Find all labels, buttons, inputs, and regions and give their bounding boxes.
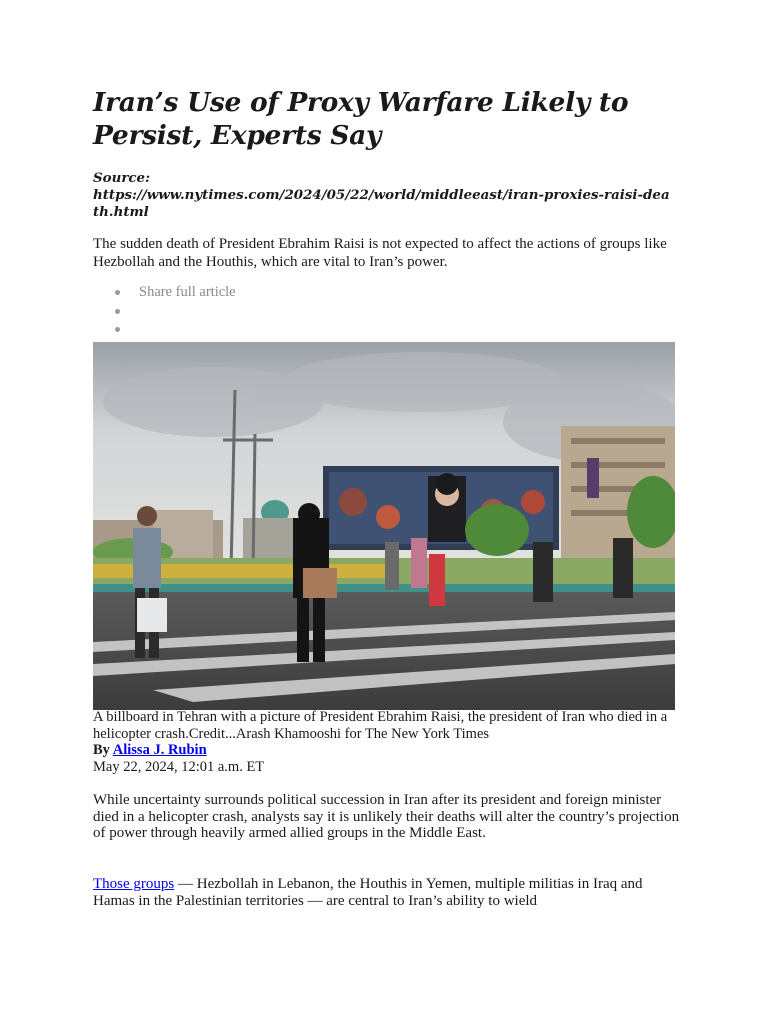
share-list: [93, 283, 675, 339]
publish-date: May 22, 2024, 12:01 a.m. ET: [93, 759, 265, 775]
those-groups-link[interactable]: Those groups: [93, 876, 175, 892]
author-link[interactable]: Alissa J. Rubin: [112, 742, 207, 758]
article: [93, 86, 680, 909]
curb: [93, 584, 675, 592]
article-paragraph: While uncertainty surrounds political succession in Iran after its president and foreign minister died in a helicopter crash, analysts say it is unlikely their deaths will alter the country’s projection of power through heavily armed allied groups in the Middle East.: [93, 792, 680, 842]
byline: [93, 742, 207, 758]
share-item[interactable]: [115, 320, 675, 339]
source-label: Source:: [93, 170, 151, 186]
tehran-street-photo: [93, 342, 675, 710]
share-item[interactable]: [115, 283, 675, 302]
paragraph-text: — Hezbollah in Lebanon, the Houthis in Yemen, multiple militias in Iraq and Hamas in the Palestinian territories — are central to Iran’s ability to wield: [93, 876, 643, 909]
article-title: Iran’s Use of Proxy Warfare Likely to Persist, Experts Say: [93, 87, 629, 151]
article-source: [93, 170, 675, 221]
article-paragraph: [93, 876, 683, 909]
bullet-icon: [115, 290, 120, 295]
share-full-article-label: Share full article: [139, 284, 236, 300]
source-url: https://www.nytimes.com/2024/05/22/world/middleeast/iran-proxies-raisi-death.html: [93, 187, 670, 220]
share-item[interactable]: [115, 302, 675, 321]
article-summary: The sudden death of President Ebrahim Raisi is not expected to affect the actions of groups like Hezbollah and the Houthis, which are vital to Iran’s power.: [93, 236, 667, 270]
bullet-icon: [115, 327, 120, 332]
photo-caption: A billboard in Tehran with a picture of President Ebrahim Raisi, the president of Iran who died in a helicopter crash.Credit...Arash Khamooshi for The New York Times: [93, 709, 668, 742]
bullet-icon: [115, 309, 120, 314]
byline-prefix: By: [93, 742, 113, 758]
article-photo: [93, 342, 675, 710]
